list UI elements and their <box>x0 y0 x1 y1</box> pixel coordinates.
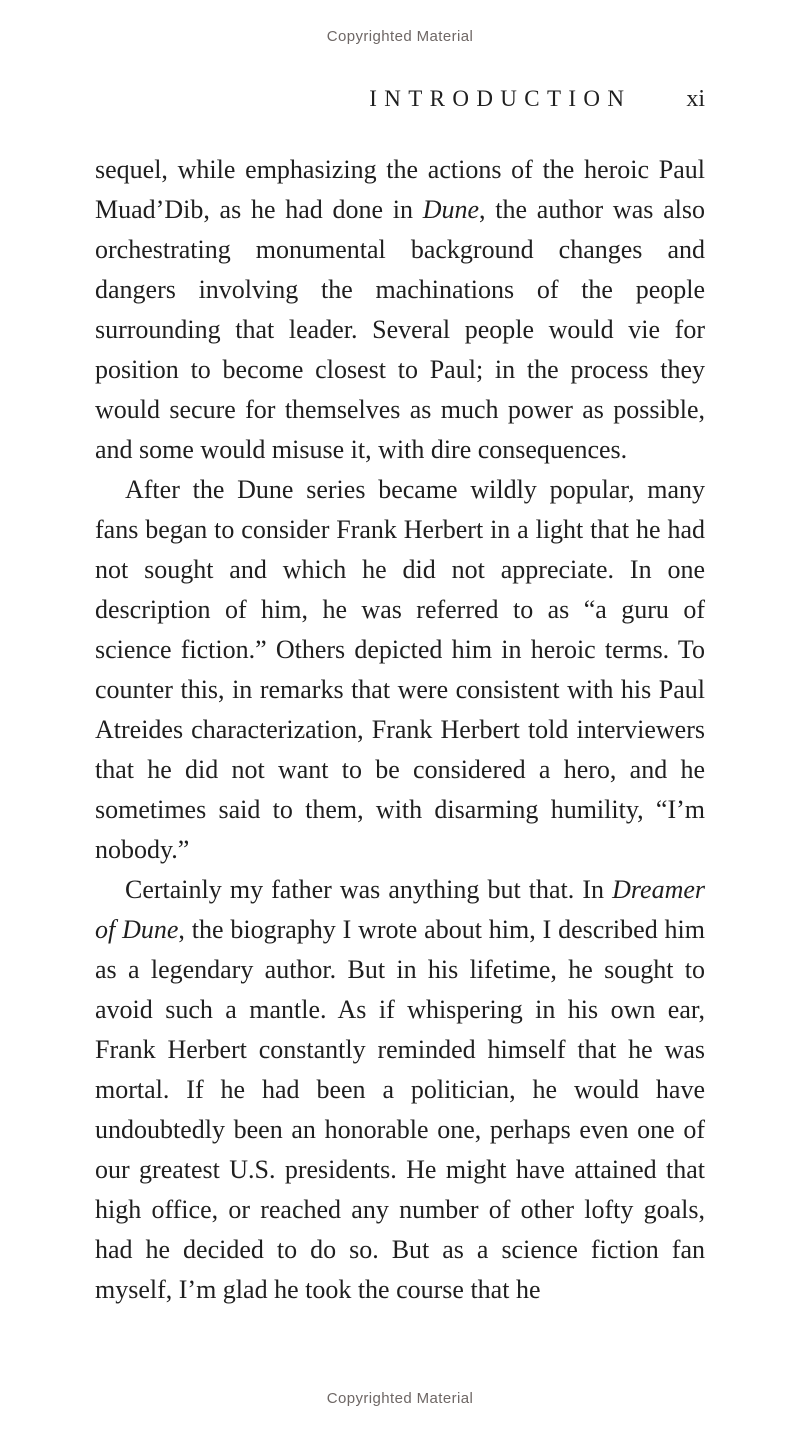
text-run: , the biography I wrote about him, I described him as a legendary author. But in his lifetime, he sought to avoid such a mantle. As if whispering in his own ear, Frank Herbert constantly reminded himself that he was mortal. If he had been a politician, he would have undoubtedly been an honorable one, perhaps even one of our greatest U.S. presidents. He might have attained that high office, or reached any number of other lofty goals, had he decided to do so. But as a science fiction fan myself, I’m glad he took the course that he <box>95 915 705 1304</box>
italic-text-run: Dreamer of Dune <box>95 875 705 944</box>
chapter-title: INTRODUCTION <box>369 86 632 111</box>
running-header <box>95 86 705 113</box>
text-run: Certainly my father was anything but that. In <box>125 875 613 904</box>
page-number: xi <box>686 86 705 112</box>
copyright-notice-top: Copyrighted Material <box>326 28 474 45</box>
italic-text-run: Dune <box>422 195 480 224</box>
paragraph <box>95 150 705 470</box>
paragraph <box>95 870 705 1310</box>
body-text <box>95 150 705 1310</box>
copyright-notice-bottom: Copyrighted Material <box>326 1390 474 1407</box>
paragraph <box>95 470 705 870</box>
text-run: After the Dune series became wildly popular, many fans began to consider Frank Herbert in a light that he had not sought and which he did not appreciate. In one description of him, he was referred to as “a guru of science fiction.” Others depicted him in heroic terms. To counter this, in remarks that were consistent with his Paul Atreides characterization, Frank Herbert told interviewers that he did not want to be considered a hero, and he sometimes said to them, with disarming humility, “I’m nobody.” <box>95 475 705 864</box>
text-run: sequel, while emphasizing the actions of the heroic Paul Muad’Dib, as he had done in <box>95 155 705 224</box>
text-run: , the author was also orchestrating monumental background changes and dangers involving the machinations of the people surrounding that leader. Several people would vie for position to become closest to Paul; in the process they would secure for themselves as much power as possible, and some would misuse it, with dire consequences. <box>95 195 705 464</box>
